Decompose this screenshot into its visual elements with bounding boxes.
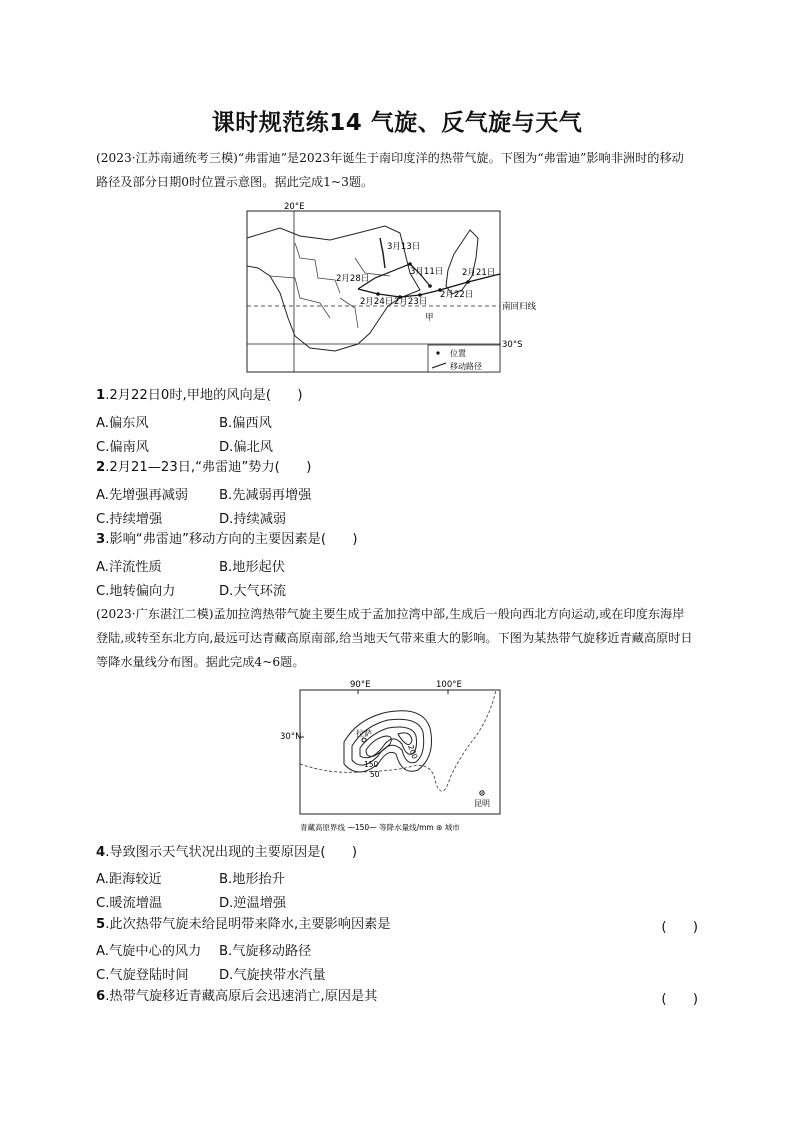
contour-label: 200 xyxy=(406,743,420,761)
option: A.气旋中心的风力 xyxy=(96,944,202,959)
lon-label: 90°E xyxy=(350,680,371,690)
option: B.偏西风 xyxy=(219,416,272,431)
question-4: 4.导致图示天气状况出现的主要原因是( ) xyxy=(96,845,358,860)
page-title: 课时规范练14 气旋、反气旋与天气 xyxy=(211,110,583,136)
option: C.暖流增温 xyxy=(96,896,163,911)
option: D.大气环流 xyxy=(219,584,287,599)
option: C.持续增强 xyxy=(96,512,163,527)
option: D.持续减弱 xyxy=(219,512,287,527)
answer-paren: ( ) xyxy=(661,992,698,1007)
answer-paren: ( ) xyxy=(661,920,698,935)
lon-label: 100°E xyxy=(436,680,462,690)
contour-label: 150 xyxy=(364,760,379,769)
option: B.地形起伏 xyxy=(219,560,285,575)
lon-label: 20°E xyxy=(284,202,305,212)
date-label: 2月23日 xyxy=(394,297,428,307)
date-label: 2月24日 xyxy=(360,297,394,307)
date-label: 2月22日 xyxy=(440,290,474,300)
tropic-label: 南回归线 xyxy=(502,302,537,312)
date-label: 3月13日 xyxy=(387,242,421,252)
option: A.先增强再减弱 xyxy=(96,488,189,503)
city-kunming: 昆明 xyxy=(474,799,490,808)
option: D.逆温增强 xyxy=(219,896,287,911)
option: C.地转偏向力 xyxy=(96,584,176,599)
question-6: 6.热带气旋移近青藏高原后会迅速消亡,原因是其 xyxy=(96,989,378,1004)
intro-paragraph-2: (2023·广东湛江二模)孟加拉湾热带气旋主要生成于孟加拉湾中部,生成后一般向西北方向运动,或在印度东海岸登陆,或转至东北方向,最远可达青藏高原南部,给当地天气带来重大的影响。下图为某热带气旋移近青藏高原时日等降水量线分布图。据此完成4~6题。 xyxy=(96,607,693,669)
option: D.偏北风 xyxy=(219,440,273,455)
question-5: 5.此次热带气旋未给昆明带来降水,主要影响因素是 xyxy=(96,917,391,932)
point-jia-label: 甲 xyxy=(425,313,434,323)
contour-label: 50 xyxy=(370,770,380,779)
option: C.气旋登陆时间 xyxy=(96,968,189,983)
city-lhasa: 拉萨 xyxy=(356,729,372,738)
option: B.气旋移动路径 xyxy=(219,944,312,959)
date-label: 2月21日 xyxy=(462,268,496,278)
option: A.偏东风 xyxy=(96,416,149,431)
option: A.洋流性质 xyxy=(96,560,162,575)
lat-label: 30°S xyxy=(502,340,523,350)
question-3: 3.影响“弗雷迪”移动方向的主要因素是( ) xyxy=(96,532,358,547)
legend-position: 位置 xyxy=(450,349,466,358)
option: C.偏南风 xyxy=(96,440,149,455)
intro-paragraph-1: (2023·江苏南通统考三模)“弗雷迪”是2023年诞生于南印度洋的热带气旋。下图为“弗雷迪”影响非洲时的移动路径及部分日期0时位置示意图。据此完成1~3题。 xyxy=(96,151,684,189)
legend-path: 移动路径 xyxy=(450,362,482,371)
option: D.气旋挟带水汽量 xyxy=(219,968,326,983)
cyclone-path-map xyxy=(240,198,537,376)
question-2: 2.2月21—23日,“弗雷迪”势力( ) xyxy=(96,460,312,475)
date-label: 3月11日 xyxy=(410,267,444,277)
precipitation-map xyxy=(278,676,523,836)
question-1: 1.2月22日0时,甲地的风向是( ) xyxy=(96,388,303,403)
map2-legend: 青藏高原界线 ⁓150⁓ 等降水量线/mm ⊛ 城市 xyxy=(300,823,460,832)
lat-label: 30°N xyxy=(280,732,302,742)
option: B.先减弱再增强 xyxy=(219,488,312,503)
option: B.地形抬升 xyxy=(219,872,285,887)
option: A.距海较近 xyxy=(96,872,162,887)
date-label: 2月28日 xyxy=(336,274,370,284)
